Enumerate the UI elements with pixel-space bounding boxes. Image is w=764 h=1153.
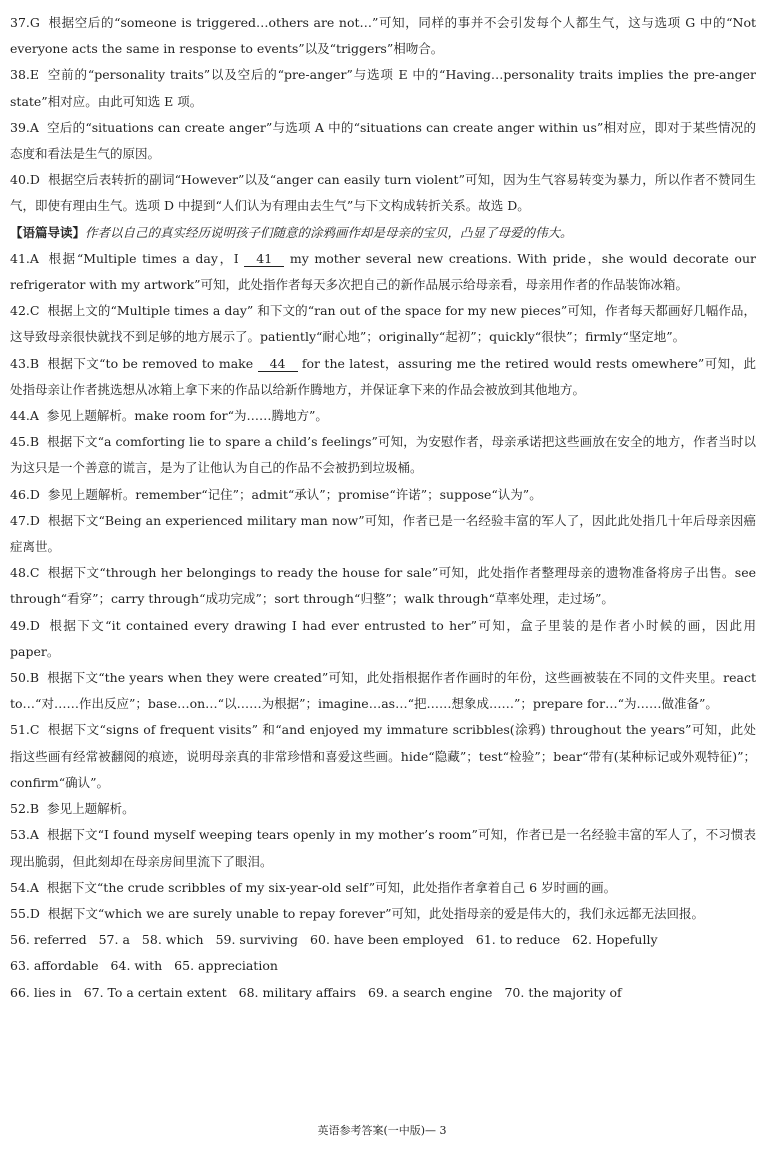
answer-number: 45.B xyxy=(10,434,40,450)
answer-number: 53.A xyxy=(10,827,39,843)
answer-entry xyxy=(10,403,756,429)
answer-entry: 43.B 根据下文“to be removed to make 44 for the latest，assuring me the retired would rests omewhere”可知，此处指母亲让作者挑选想从冰箱上拿下来的作品以给新作腾地方，并保证拿下来的作品会被放到其他地方。 xyxy=(10,355,756,397)
answer-explanation: 空后的“situations can create anger”与选项 A 中的“situations can create anger within us”相对应，即对于某些情况的态度和看法是生气的原因。 xyxy=(10,119,756,162)
answer-number: 54.A xyxy=(10,879,39,895)
answer-number: 47.D xyxy=(10,512,40,528)
blank-41: 41 xyxy=(244,252,284,267)
fill-answer: 65. appreciation xyxy=(174,958,278,974)
answer-number: 49.D xyxy=(10,617,40,633)
fill-answer-row xyxy=(10,980,756,1006)
answer-explanation: 根据下文“the crude scribbles of my six-year-old self”可知，此处指作者拿着自己 6 岁时画的画。 xyxy=(46,879,617,895)
answer-entry xyxy=(10,822,756,874)
fill-answer: 62. Hopefully xyxy=(572,932,658,948)
answer-entry xyxy=(10,717,756,796)
answer-explanation: 空前的“personality traits”以及空后的“pre-anger”与选项 E 中的“Having…personality traits implies the pre-anger state”相对应。由此可知选 E 项。 xyxy=(10,67,756,109)
answer-entry: 42.C 根据上文的“Multiple times a day” 和下文的“ran out of the space for my new pieces”可知，作者每天都画好几幅作品，这导致母亲很快就找不到足够的地方展示了。patiently“耐心地”；originally“起初”；quickly“很快”；firmly“坚定地”。 xyxy=(10,303,756,345)
answer-number: 52.B xyxy=(10,801,40,817)
answer-entry xyxy=(10,560,756,612)
answer-explanation: 根据下文“it contained every drawing I had ever entrusted to her”可知，盒子里装的是作者小时候的画，因此用 paper。 xyxy=(10,617,756,659)
answer-number: 40.D xyxy=(10,172,40,188)
answer-entry xyxy=(10,508,756,560)
answer-entry xyxy=(10,115,756,167)
page-footer: 英语参考答案(一中版)— 3 xyxy=(317,1124,447,1137)
answer-number: 46.D xyxy=(10,486,40,502)
answer-entry xyxy=(10,482,756,508)
answer-entry xyxy=(10,167,756,219)
fill-answer: 57. a xyxy=(98,932,130,948)
answer-explanation: 根据下文“I found myself weeping tears openly in my mother’s room”可知，作者已是一名经验丰富的军人了，不习惯表现出脆弱，但此刻却在母亲房间里流下了眼泪。 xyxy=(10,827,756,869)
answer-explanation: 根据下文“Being an experienced military man now”可知，作者已是一名经验丰富的军人了，因此此处指几十年后母亲因癌症离世。 xyxy=(10,512,756,555)
passage-guide xyxy=(10,220,756,246)
answer-explanation: 根据空后表转折的副词“However”以及“anger can easily turn violent”可知，因为生气容易转变为暴力，所以作者不赞同生气，即使有理由生气。选项 D 中提到“人们认为有理由去生气”与下文构成转折关系。故选 D。 xyxy=(10,172,756,214)
fill-answer: 66. lies in xyxy=(10,984,72,1000)
fill-answer-row xyxy=(10,927,756,953)
answer-number: 37.G xyxy=(10,15,40,30)
answer-number: 39.A xyxy=(10,119,39,135)
answer-number: 55.D xyxy=(10,905,40,921)
answer-entry xyxy=(10,875,756,901)
answer-entry xyxy=(10,796,756,822)
fill-answer-row xyxy=(10,953,756,979)
fill-answer: 60. have been employed xyxy=(310,932,464,948)
answer-number: 48.C xyxy=(10,565,40,581)
answer-entry xyxy=(10,62,756,114)
answer-explanation: 根据空后的“someone is triggered…others are not…”可知，同样的事并不会引发每个人都生气，这与选项 G 中的“Not everyone acts the same in response to events”以及“triggers”相吻合。 xyxy=(10,15,756,57)
answer-explanation: 根据下文“the years when they were created”可知，此处指根据作者作画时的年份，这些画被装在不同的文件夹里。react to…“对……作出反应”；base…on…“以……为根据”；imagine…as…“把……想象成……”；prepare for…“为……做准备”。 xyxy=(10,670,756,712)
fill-answer: 69. a search engine xyxy=(368,984,493,1000)
answer-explanation: 根据下文“signs of frequent visits” 和“and enjoyed my immature scribbles(涂鸦) throughout the years”可知，此处指这些画有经常被翻阅的痕迹，说明母亲真的非常珍惜和喜爱这些画。hide“隐藏”；test“检验”；bear“带有(某种标记或外观特征)”；confirm“确认”。 xyxy=(10,722,756,790)
fill-answer: 64. with xyxy=(110,958,163,974)
answer-explanation: 参见上题解析。 xyxy=(47,801,135,817)
answer-entry xyxy=(10,901,756,927)
fill-answer: 56. referred xyxy=(10,932,87,948)
fill-answer: 59. surviving xyxy=(215,932,299,948)
answer-number: 38.E xyxy=(10,67,40,83)
answer-entry xyxy=(10,10,756,62)
guide-text: 作者以自己的真实经历说明孩子们随意的涂鸦画作却是母亲的宝贝，凸显了母爱的伟大。 xyxy=(85,224,573,240)
fill-answer: 68. military affairs xyxy=(238,984,357,1000)
answer-entry xyxy=(10,665,756,717)
fill-answer: 67. To a certain extent xyxy=(83,984,227,1000)
answer-number: 51.C xyxy=(10,722,40,738)
answer-entry: 41.A 根据“Multiple times a day，I 41 my mother several new creations. With pride，she would decorate our refrigerator with my artwork”可知，此处指作者每天多次把自己的新作品展示给母亲看，母亲用作者的作品装饰冰箱。 xyxy=(10,250,756,293)
answer-number: 50.B xyxy=(10,670,40,686)
fill-answer: 61. to reduce xyxy=(475,932,561,948)
answer-explanation: 参见上题解析。make room for“为……腾地方”。 xyxy=(46,408,328,424)
answer-number: 44.A xyxy=(10,408,39,424)
answer-explanation: 根据下文“which we are surely unable to repay forever”可知，此处指母亲的爱是伟大的，我们永远都无法回报。 xyxy=(47,905,704,921)
fill-answer: 63. affordable xyxy=(10,958,99,974)
fill-answer: 70. the majority of xyxy=(504,984,622,1000)
answer-entry xyxy=(10,613,756,665)
fill-answer: 58. which xyxy=(141,932,204,948)
blank-44: 44 xyxy=(258,357,298,372)
answer-document xyxy=(10,10,756,1006)
answer-explanation: 根据下文“a comforting lie to spare a child’s feelings”可知，为安慰作者，母亲承诺把这些画放在安全的地方，作者当时以为这只是一个善意的谎言，是为了让他认为自己的作品不会被扔到垃圾桶。 xyxy=(10,434,756,476)
answer-explanation: 参见上题解析。remember“记住”；admit“承认”；promise“许诺”；suppose“认为”。 xyxy=(47,486,542,502)
answer-explanation: 根据下文“through her belongings to ready the house for sale”可知，此处指作者整理母亲的遗物准备将房子出售。see through“看穿”；carry through“成功完成”；sort through“归整”；walk through“草率处理，走过场”。 xyxy=(10,565,756,607)
answer-entry xyxy=(10,429,756,481)
fill-in-answers xyxy=(10,927,756,1006)
guide-tag: 【语篇导读】 xyxy=(10,224,86,240)
